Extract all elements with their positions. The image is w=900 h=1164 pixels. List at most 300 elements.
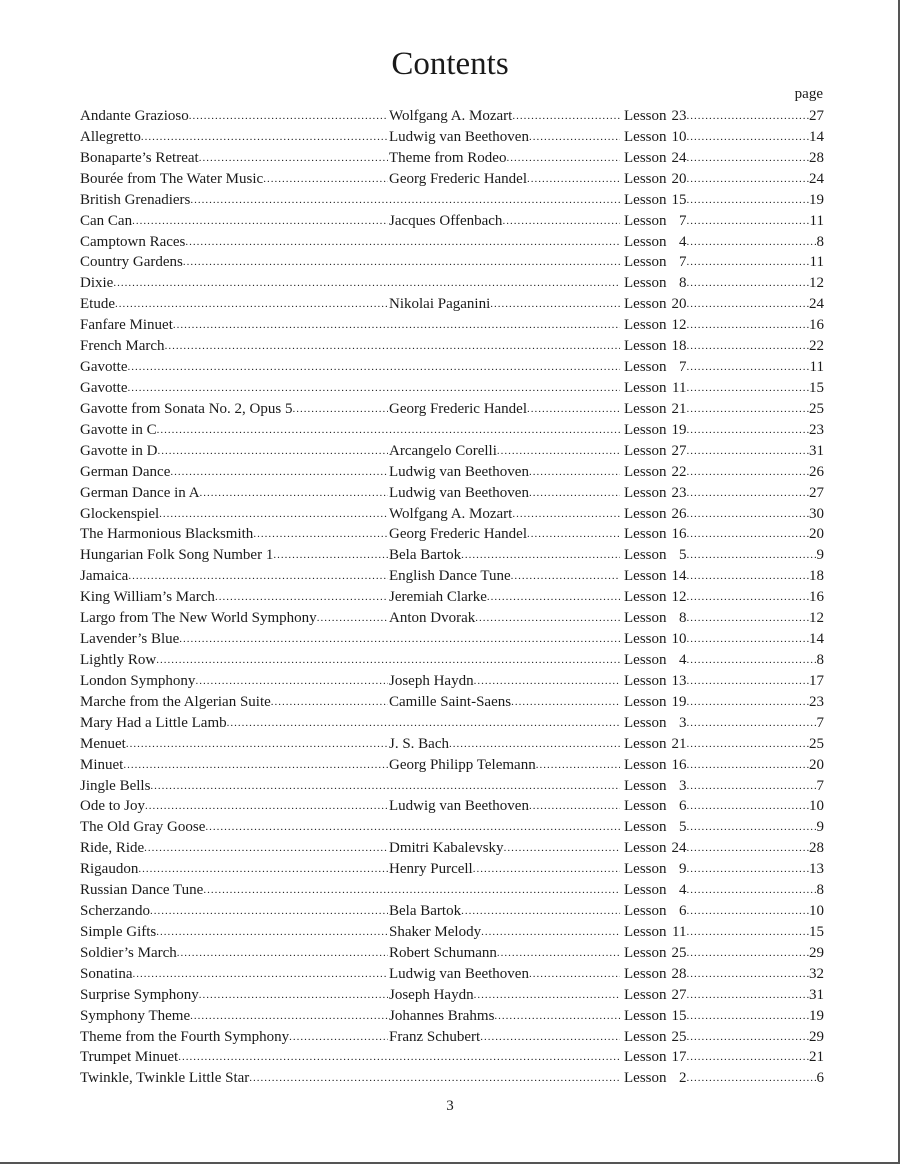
entry-title: Theme from the Fourth Symphony <box>80 1027 289 1048</box>
toc-entry <box>80 315 824 336</box>
dot-leader <box>687 671 810 692</box>
entry-title: London Symphony <box>80 671 195 692</box>
entry-title: Gavotte <box>80 378 127 399</box>
dot-leader <box>687 420 810 441</box>
lesson-number: 15 <box>671 1007 687 1024</box>
entry-composer: Robert Schumann <box>389 943 497 964</box>
dot-leader <box>183 252 620 273</box>
dot-leader <box>497 441 620 462</box>
entry-title: Lavender’s Blue <box>80 629 179 650</box>
toc-entry <box>80 441 824 462</box>
toc-entry <box>80 566 824 587</box>
lesson-label: Lesson <box>624 735 667 752</box>
entry-title: Andante Grazioso <box>80 106 189 127</box>
entry-title: Largo from The New World Symphony <box>80 608 317 629</box>
entry-page: 22 <box>809 336 824 357</box>
dot-leader <box>317 608 388 629</box>
lesson-number: 20 <box>671 170 687 187</box>
entry-composer: Joseph Haydn <box>389 671 474 692</box>
lesson-label: Lesson <box>624 1028 667 1045</box>
lesson-number: 27 <box>671 442 687 459</box>
entry-title: Lightly Row <box>80 650 156 671</box>
lesson-label: Lesson <box>624 756 667 773</box>
entry-page: 24 <box>809 169 824 190</box>
entry-title: German Dance <box>80 462 170 483</box>
dot-leader <box>687 169 810 190</box>
entry-page: 10 <box>809 901 824 922</box>
dot-leader <box>687 315 810 336</box>
dot-leader <box>132 211 388 232</box>
entry-title: Mary Had a Little Lamb <box>80 713 227 734</box>
entry-title: Hungarian Folk Song Number 1 <box>80 545 273 566</box>
dot-leader <box>190 1006 388 1027</box>
dot-leader <box>527 399 620 420</box>
toc-entry <box>80 859 824 880</box>
lesson-label: Lesson <box>624 505 667 522</box>
entry-page: 15 <box>809 378 824 399</box>
entry-composer: Ludwig van Beethoven <box>389 462 529 483</box>
lesson-label: Lesson <box>624 484 667 501</box>
dot-leader <box>199 148 388 169</box>
lesson-label: Lesson <box>624 170 667 187</box>
lesson-label: Lesson <box>624 400 667 417</box>
dot-leader <box>687 1068 817 1089</box>
lesson-number: 16 <box>671 526 687 543</box>
lesson-number: 21 <box>671 735 687 752</box>
lesson-label: Lesson <box>624 861 667 878</box>
entry-page: 8 <box>817 232 825 253</box>
dot-leader <box>138 859 388 880</box>
toc-entry <box>80 483 824 504</box>
lesson-number: 12 <box>671 317 687 334</box>
lesson-number: 22 <box>671 463 687 480</box>
entry-page: 9 <box>817 817 825 838</box>
dot-leader <box>475 608 620 629</box>
lesson-number: 25 <box>671 1028 687 1045</box>
dot-leader <box>128 566 388 587</box>
entry-page: 12 <box>809 273 824 294</box>
entry-title: King William’s March <box>80 587 215 608</box>
dot-leader <box>190 190 620 211</box>
page-column-label: page <box>794 86 823 102</box>
dot-leader <box>687 985 810 1006</box>
lesson-number: 16 <box>671 756 687 773</box>
dot-leader <box>189 106 388 127</box>
dot-leader <box>461 545 620 566</box>
entry-page: 31 <box>809 441 824 462</box>
dot-leader <box>687 901 810 922</box>
dot-leader <box>271 692 388 713</box>
dot-leader <box>157 420 620 441</box>
dot-leader <box>687 734 810 755</box>
lesson-number: 23 <box>671 108 687 124</box>
dot-leader <box>687 566 810 587</box>
entry-page: 14 <box>809 629 824 650</box>
lesson-number: 3 <box>679 714 687 731</box>
toc-entry <box>80 273 824 294</box>
entry-title: Soldier’s March <box>80 943 177 964</box>
lesson-label: Lesson <box>624 359 667 376</box>
lesson-number: 10 <box>671 631 687 648</box>
entry-composer: Ludwig van Beethoven <box>389 127 529 148</box>
dot-leader <box>687 378 810 399</box>
entry-page: 8 <box>817 880 825 901</box>
entry-title: Symphony Theme <box>80 1006 190 1027</box>
dot-leader <box>474 671 620 692</box>
toc-entry <box>80 796 824 817</box>
entry-title: Ode to Joy <box>80 796 145 817</box>
entry-title: French March <box>80 336 165 357</box>
dot-leader <box>173 315 620 336</box>
toc-entry <box>80 838 824 859</box>
toc-entry <box>80 420 824 441</box>
lesson-number: 7 <box>679 212 687 229</box>
toc-entry <box>80 504 824 525</box>
entry-title: Simple Gifts <box>80 922 156 943</box>
entry-composer: Johannes Brahms <box>389 1006 494 1027</box>
dot-leader <box>687 859 810 880</box>
toc-entry <box>80 817 824 838</box>
dot-leader <box>687 252 810 273</box>
entry-title: Gavotte in C <box>80 420 157 441</box>
entry-page: 32 <box>809 964 824 985</box>
lesson-label: Lesson <box>624 944 667 961</box>
lesson-label: Lesson <box>624 819 667 836</box>
dot-leader <box>687 796 810 817</box>
lesson-label: Lesson <box>624 463 667 480</box>
dot-leader <box>253 524 388 545</box>
toc-entry <box>80 211 824 232</box>
dot-leader <box>687 106 810 127</box>
dot-leader <box>687 483 810 504</box>
entry-page: 23 <box>809 692 824 713</box>
toc-entry <box>80 629 824 650</box>
entry-page: 19 <box>809 1006 824 1027</box>
lesson-number: 4 <box>679 882 687 899</box>
lesson-label: Lesson <box>624 840 667 857</box>
dot-leader <box>487 587 620 608</box>
dot-leader <box>145 796 388 817</box>
dot-leader <box>506 148 620 169</box>
entry-page: 29 <box>809 1027 824 1048</box>
entry-page: 21 <box>809 1047 824 1068</box>
entry-composer: Ludwig van Beethoven <box>389 796 529 817</box>
toc-entry <box>80 399 824 420</box>
entry-page: 11 <box>810 211 824 232</box>
entry-page: 27 <box>809 483 824 504</box>
lesson-number: 21 <box>671 400 687 417</box>
dot-leader <box>449 734 620 755</box>
lesson-label: Lesson <box>624 338 667 355</box>
entry-title: Camptown Races <box>80 232 185 253</box>
entry-composer: Georg Philipp Telemann <box>389 755 536 776</box>
toc-entry <box>80 692 824 713</box>
dot-leader <box>511 566 620 587</box>
entry-page: 26 <box>809 462 824 483</box>
dot-leader <box>481 922 620 943</box>
entry-page: 25 <box>809 399 824 420</box>
toc-entry <box>80 336 824 357</box>
toc-entry <box>80 545 824 566</box>
entry-composer: Franz Schubert <box>389 1027 480 1048</box>
dot-leader <box>511 692 620 713</box>
entry-page: 30 <box>809 504 824 525</box>
toc-entry <box>80 232 824 253</box>
entry-title: Marche from the Algerian Suite <box>80 692 271 713</box>
dot-leader <box>687 922 810 943</box>
lesson-number: 6 <box>679 903 687 920</box>
dot-leader <box>179 629 620 650</box>
lesson-number: 12 <box>671 589 687 606</box>
entry-title: The Harmonious Blacksmith <box>80 524 253 545</box>
entry-page: 8 <box>817 650 825 671</box>
toc-entry <box>80 169 824 190</box>
dot-leader <box>494 1006 620 1027</box>
entry-composer: Dmitri Kabalevsky <box>389 838 504 859</box>
entry-page: 18 <box>809 566 824 587</box>
entry-composer: Jacques Offenbach <box>389 211 502 232</box>
lesson-number: 4 <box>679 233 687 250</box>
lesson-number: 11 <box>672 379 687 396</box>
dot-leader <box>170 462 388 483</box>
toc-entry <box>80 294 824 315</box>
dot-leader <box>687 713 817 734</box>
toc-entry <box>80 1068 824 1089</box>
entry-composer: Wolfgang A. Mozart <box>389 504 512 525</box>
dot-leader <box>687 838 810 859</box>
dot-leader <box>687 650 817 671</box>
entry-composer: Joseph Haydn <box>389 985 474 1006</box>
lesson-label: Lesson <box>624 568 667 585</box>
entry-title: Jingle Bells <box>80 776 150 797</box>
dot-leader <box>249 1068 620 1089</box>
lesson-number: 19 <box>671 693 687 710</box>
dot-leader <box>263 169 388 190</box>
toc-entry <box>80 985 824 1006</box>
lesson-label: Lesson <box>624 526 667 543</box>
dot-leader <box>273 545 388 566</box>
entry-title: Gavotte <box>80 357 127 378</box>
entry-page: 12 <box>809 608 824 629</box>
lesson-label: Lesson <box>624 986 667 1003</box>
dot-leader <box>123 755 388 776</box>
dot-leader <box>687 211 810 232</box>
entry-page: 17 <box>809 671 824 692</box>
lesson-number: 2 <box>679 1070 687 1087</box>
lesson-label: Lesson <box>624 777 667 794</box>
lesson-label: Lesson <box>624 1070 667 1087</box>
entry-page: 10 <box>809 796 824 817</box>
entry-title: The Old Gray Goose <box>80 817 205 838</box>
lesson-label: Lesson <box>624 651 667 668</box>
dot-leader <box>150 776 620 797</box>
toc-entry <box>80 901 824 922</box>
dot-leader <box>687 1047 810 1068</box>
toc-entry <box>80 880 824 901</box>
entry-composer: Georg Frederic Handel <box>389 399 527 420</box>
toc-entry <box>80 734 824 755</box>
lesson-label: Lesson <box>624 1007 667 1024</box>
dot-leader <box>215 587 388 608</box>
lesson-number: 23 <box>671 484 687 501</box>
lesson-number: 5 <box>679 547 687 564</box>
lesson-number: 24 <box>671 840 687 857</box>
lesson-label: Lesson <box>624 923 667 940</box>
lesson-number: 19 <box>671 421 687 438</box>
lesson-label: Lesson <box>624 233 667 250</box>
dot-leader <box>687 545 817 566</box>
lesson-number: 17 <box>671 1049 687 1066</box>
lesson-number: 7 <box>679 359 687 376</box>
lesson-label: Lesson <box>624 965 667 982</box>
entry-page: 27 <box>809 106 824 127</box>
entry-page: 24 <box>809 294 824 315</box>
entry-page: 13 <box>809 859 824 880</box>
lesson-number: 9 <box>679 861 687 878</box>
entry-page: 23 <box>809 420 824 441</box>
toc-entry <box>80 190 824 211</box>
entry-title: Etude <box>80 294 115 315</box>
entry-page: 16 <box>809 315 824 336</box>
entry-title: Bonaparte’s Retreat <box>80 148 199 169</box>
toc-entry <box>80 106 824 127</box>
dot-leader <box>504 838 620 859</box>
dot-leader <box>126 734 388 755</box>
dot-leader <box>687 692 810 713</box>
entry-title: Twinkle, Twinkle Little Star <box>80 1068 249 1089</box>
toc-entry <box>80 1006 824 1027</box>
entry-composer: Nikolai Paganini <box>389 294 490 315</box>
entry-title: Sonatina <box>80 964 133 985</box>
lesson-number: 24 <box>671 149 687 166</box>
entry-page: 6 <box>817 1068 825 1089</box>
dot-leader <box>490 294 620 315</box>
entry-composer: Bela Bartok <box>389 901 461 922</box>
entry-page: 15 <box>809 922 824 943</box>
entry-page: 29 <box>809 943 824 964</box>
entry-title: Gavotte in D <box>80 441 157 462</box>
dot-leader <box>529 462 620 483</box>
entry-title: Fanfare Minuet <box>80 315 173 336</box>
toc-entry <box>80 943 824 964</box>
entry-page: 25 <box>809 734 824 755</box>
lesson-number: 3 <box>679 777 687 794</box>
toc-entry <box>80 964 824 985</box>
lesson-label: Lesson <box>624 108 667 124</box>
dot-leader <box>687 943 810 964</box>
dot-leader <box>480 1027 620 1048</box>
lesson-label: Lesson <box>624 631 667 648</box>
toc-entry <box>80 148 824 169</box>
dot-leader <box>127 378 620 399</box>
entry-page: 16 <box>809 587 824 608</box>
entry-composer: Anton Dvorak <box>389 608 475 629</box>
dot-leader <box>536 755 620 776</box>
dot-leader <box>687 755 810 776</box>
dot-leader <box>687 190 810 211</box>
lesson-label: Lesson <box>624 547 667 564</box>
lesson-label: Lesson <box>624 149 667 166</box>
entry-page: 28 <box>809 148 824 169</box>
lesson-label: Lesson <box>624 442 667 459</box>
dot-leader <box>687 608 810 629</box>
dot-leader <box>512 106 620 127</box>
lesson-number: 13 <box>671 672 687 689</box>
toc-entry <box>80 671 824 692</box>
lesson-label: Lesson <box>624 589 667 606</box>
dot-leader <box>199 985 388 1006</box>
lesson-label: Lesson <box>624 275 667 292</box>
entry-title: Jamaica <box>80 566 128 587</box>
toc-entry <box>80 922 824 943</box>
dot-leader <box>205 817 620 838</box>
entry-page: 9 <box>817 545 825 566</box>
dot-leader <box>113 273 620 294</box>
dot-leader <box>203 880 620 901</box>
toc-entry <box>80 462 824 483</box>
dot-leader <box>141 127 388 148</box>
lesson-label: Lesson <box>624 296 667 313</box>
dot-leader <box>150 901 388 922</box>
lesson-number: 18 <box>671 338 687 355</box>
dot-leader <box>159 504 388 525</box>
lesson-label: Lesson <box>624 798 667 815</box>
dot-leader <box>115 294 388 315</box>
toc-entry <box>80 252 824 273</box>
lesson-number: 28 <box>671 965 687 982</box>
lesson-number: 10 <box>671 128 687 145</box>
dot-leader <box>529 127 620 148</box>
dot-leader <box>165 336 620 357</box>
entry-page: 20 <box>809 524 824 545</box>
dot-leader <box>144 838 388 859</box>
contents-list <box>80 106 824 1089</box>
entry-title: British Grenadiers <box>80 190 190 211</box>
entry-page: 7 <box>817 776 825 797</box>
lesson-label: Lesson <box>624 714 667 731</box>
dot-leader <box>687 462 810 483</box>
dot-leader <box>687 336 810 357</box>
dot-leader <box>473 859 620 880</box>
entry-composer: Shaker Melody <box>389 922 481 943</box>
entry-title: Trumpet Minuet <box>80 1047 178 1068</box>
lesson-number: 6 <box>679 798 687 815</box>
entry-composer: Georg Frederic Handel <box>389 169 527 190</box>
lesson-label: Lesson <box>624 903 667 920</box>
entry-title: Rigaudon <box>80 859 138 880</box>
entry-composer: Camille Saint-Saens <box>389 692 511 713</box>
lesson-label: Lesson <box>624 1049 667 1066</box>
page-number: 3 <box>446 1098 454 1114</box>
entry-composer: Ludwig van Beethoven <box>389 964 529 985</box>
dot-leader <box>687 148 810 169</box>
toc-entry <box>80 357 824 378</box>
lesson-label: Lesson <box>624 128 667 145</box>
dot-leader <box>687 776 817 797</box>
dot-leader <box>127 357 620 378</box>
entry-title: Menuet <box>80 734 126 755</box>
entry-page: 11 <box>810 252 824 273</box>
toc-entry <box>80 1047 824 1068</box>
entry-title: German Dance in A <box>80 483 200 504</box>
dot-leader <box>687 880 817 901</box>
toc-entry <box>80 1027 824 1048</box>
lesson-label: Lesson <box>624 317 667 334</box>
entry-composer: Jeremiah Clarke <box>389 587 487 608</box>
lesson-label: Lesson <box>624 191 667 208</box>
entry-title: Allegretto <box>80 127 141 148</box>
dot-leader <box>687 524 810 545</box>
